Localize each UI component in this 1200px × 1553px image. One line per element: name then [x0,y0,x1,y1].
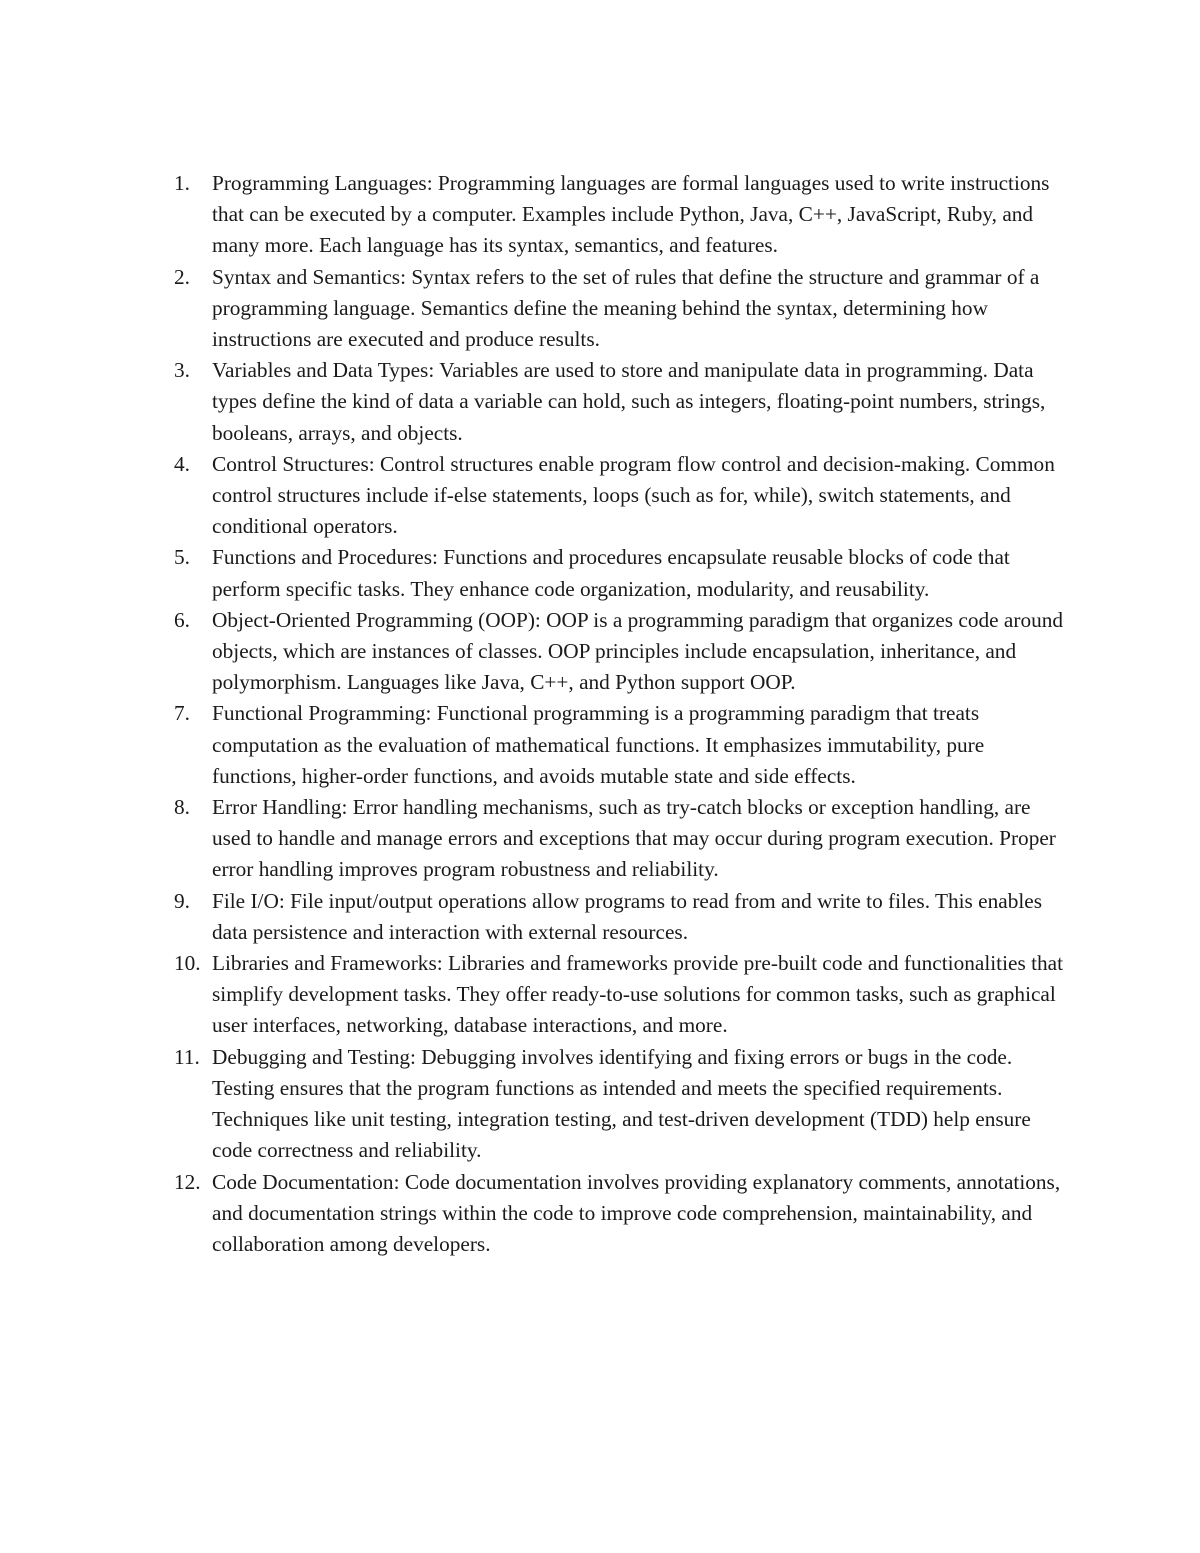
list-item-text: Control Structures: Control structures enable program flow control and decision-making. Common control structures include if-else statements, loops (such as for, while), switch statements, and conditional operators. [212,451,1055,539]
list-item-number: 6. [174,607,190,632]
list-item-number: 11. [174,1044,200,1069]
list-item [174,605,1072,699]
list-item-text: Error Handling: Error handling mechanisms, such as try-catch blocks or exception handling, are used to handle and manage errors and exceptions that may occur during program execution. Proper error handling improves program robustness and reliability. [212,795,1056,882]
list-item [174,886,1072,948]
list-item [174,449,1072,543]
list-item-number: 1. [174,171,190,195]
list-item-number: 3. [174,358,190,383]
list-item-number: 9. [174,888,190,913]
list-item-number: 10. [174,951,201,976]
list-item [174,698,1072,792]
list-item [174,1167,1072,1261]
list-item [174,1042,1072,1167]
list-item-text: File I/O: File input/output operations allow programs to read from and write to files. This enables data persistence and interaction with external resources. [212,888,1043,944]
list-item-text: Debugging and Testing: Debugging involves identifying and fixing errors or bugs in the code. Testing ensures that the program functions as intended and meets the specified requirements. Techniques like unit testing, integration testing, and test-driven development (TDD) help ensure code correctness and reliability. [212,1044,1031,1163]
list-item [174,542,1072,604]
list-item-text: Libraries and Frameworks: Libraries and frameworks provide pre-built code and functionalities that simplify development tasks. They offer ready-to-use solutions for common tasks, such as graphical user interfaces, networking, database interactions, and more. [212,951,1064,1038]
list-item [174,355,1072,449]
list-item-number: 7. [174,701,190,726]
list-item-text: Variables and Data Types: Variables are used to store and manipulate data in programming. Data types define the kind of data a variable can hold, such as integers, floating-point numbers, strings, booleans, arrays, and objects. [212,358,1046,445]
numbered-list [174,168,1072,1260]
list-item-number: 8. [174,795,190,820]
list-item-text: Object-Oriented Programming (OOP): OOP is a programming paradigm that organizes code around objects, which are instances of classes. OOP principles include encapsulation, inheritance, and polymorphism. Languages like Java, C++, and Python support OOP. [212,607,1064,695]
list-item [174,948,1072,1042]
list-item [174,168,1072,262]
list-item-number: 12. [174,1169,201,1194]
list-item-text: Functions and Procedures: Functions and procedures encapsulate reusable blocks of code that perform specific tasks. They enhance code organization, modularity, and reusability. [212,545,1010,601]
list-item [174,262,1072,356]
list-item [174,792,1072,886]
list-item-text: Syntax and Semantics: Syntax refers to the set of rules that define the structure and grammar of a programming language. Semantics define the meaning behind the syntax, determining how instructions are executed and produce results. [212,264,1040,352]
list-item-number: 5. [174,545,190,570]
list-item-text: Functional Programming: Functional programming is a programming paradigm that treats computation as the evaluation of mathematical functions. It emphasizes immutability, pure functions, higher-order functions, and avoids mutable state and side effects. [212,701,985,788]
list-item-number: 4. [174,451,190,476]
list-item-number: 2. [174,264,190,289]
list-item-text: Code Documentation: Code documentation involves providing explanatory comments, annotations, and documentation strings within the code to improve code comprehension, maintainability, and collaboration among developers. [212,1169,1061,1256]
list-item-text: Programming Languages: Programming languages are formal languages used to write instructions that can be executed by a computer. Examples include Python, Java, C++, JavaScript, Ruby, and many more. Each language has its syntax, semantics, and features. [212,171,1050,258]
